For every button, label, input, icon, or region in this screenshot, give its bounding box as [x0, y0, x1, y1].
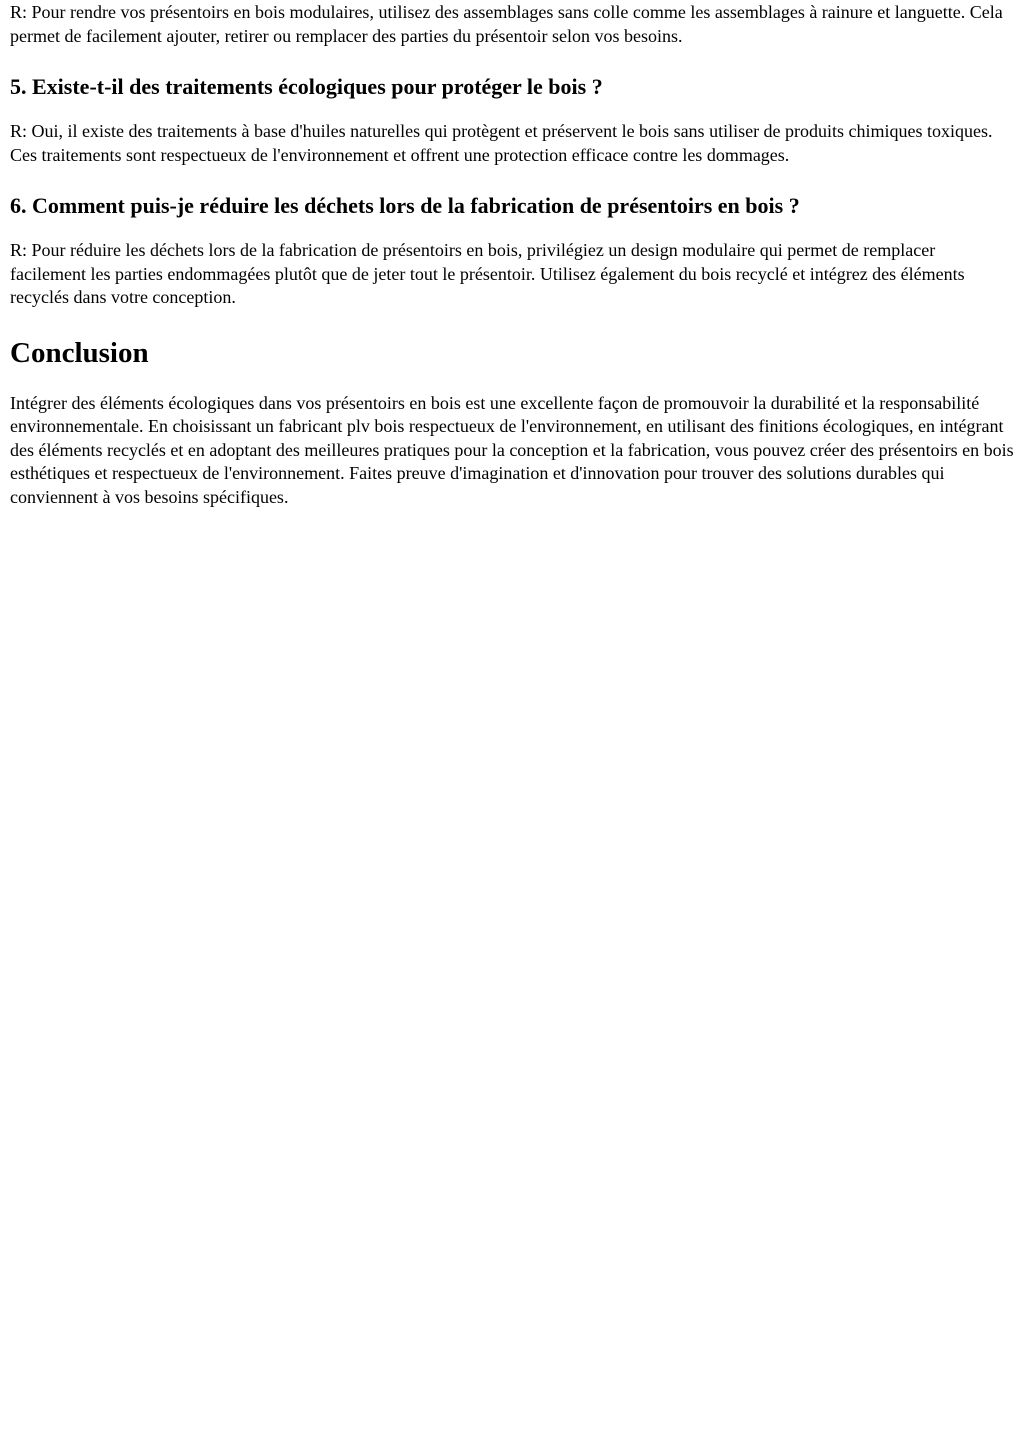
faq-answer-6: R: Pour réduire les déchets lors de la fabrication de présentoirs en bois, privilégiez un design modulaire qui permet de remplacer facilement les parties endommagées plutôt que de jeter tout le présentoir. Utilisez également du bois recyclé et intégrez des éléments recyclés dans votre conception. [10, 240, 965, 307]
faq-question-5: 5. Existe-t-il des traitements écologiques pour protéger le bois ? [10, 74, 603, 99]
document-page [0, 1, 1024, 509]
faq-question-6: 6. Comment puis-je réduire les déchets lors de la fabrication de présentoirs en bois ? [10, 193, 800, 218]
conclusion-heading: Conclusion [10, 336, 149, 369]
faq-answer-4: R: Pour rendre vos présentoirs en bois modulaires, utilisez des assemblages sans colle comme les assemblages à rainure et languette. Cela permet de facilement ajouter, retirer ou remplacer des parties du présentoir selon vos besoins. [10, 2, 1003, 46]
conclusion-paragraph: Intégrer des éléments écologiques dans vos présentoirs en bois est une excellente façon de promouvoir la durabilité et la responsabilité environnementale. En choisissant un fabricant plv bois respectueux de l'environnement, en utilisant des finitions écologiques, en intégrant des éléments recyclés et en adoptant des meilleures pratiques pour la conception et la fabrication, vous pouvez créer des présentoirs en bois esthétiques et respectueux de l'environnement. Faites preuve d'imagination et d'innovation pour trouver des solutions durables qui conviennent à vos besoins spécifiques. [10, 392, 1014, 507]
faq-answer-5: R: Oui, il existe des traitements à base d'huiles naturelles qui protègent et préservent le bois sans utiliser de produits chimiques toxiques. Ces traitements sont respectueux de l'environnement et offrent une protection efficace contre les dommages. [10, 121, 993, 165]
